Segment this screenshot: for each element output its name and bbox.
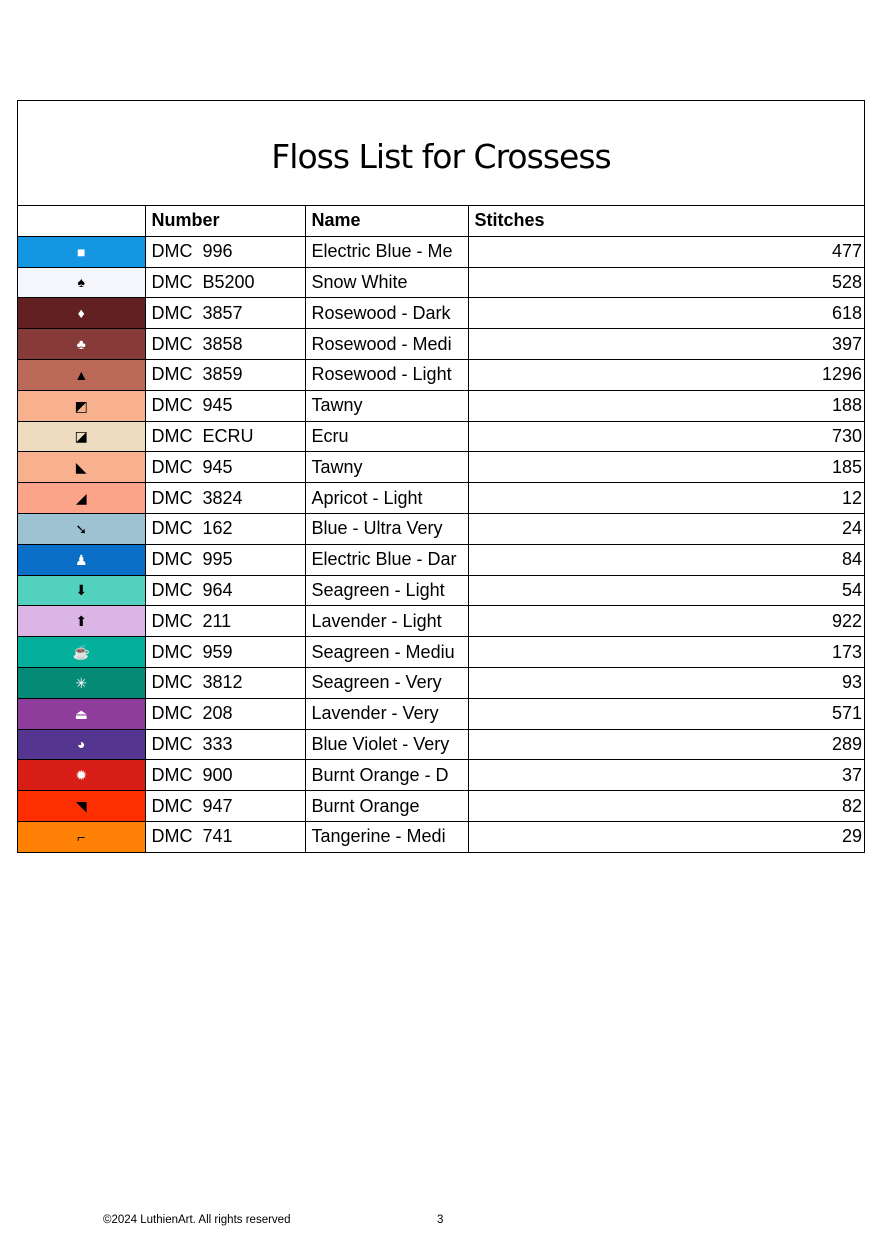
- floss-number: DMC 3858: [145, 329, 305, 360]
- stitch-count: 528: [468, 267, 864, 298]
- table-row: [18, 575, 864, 606]
- floss-name: Tawny: [305, 452, 468, 483]
- stitch-count: 82: [468, 791, 864, 822]
- table-row: [18, 513, 864, 544]
- floss-name: Ecru: [305, 421, 468, 452]
- floss-number: DMC 947: [145, 791, 305, 822]
- floss-number: DMC 3824: [145, 483, 305, 514]
- table-row: [18, 298, 864, 329]
- color-swatch-symbol-icon: ◕: [18, 729, 145, 760]
- floss-number: DMC 3857: [145, 298, 305, 329]
- color-swatch-symbol-icon: ■: [18, 236, 145, 267]
- floss-name: Seagreen - Very: [305, 667, 468, 698]
- floss-name: Seagreen - Mediu: [305, 637, 468, 668]
- table-header-row: [18, 206, 864, 236]
- color-swatch-symbol-icon: ◢: [18, 483, 145, 514]
- stitch-count: 618: [468, 298, 864, 329]
- floss-name: Tangerine - Medi: [305, 821, 468, 851]
- floss-number: DMC 208: [145, 698, 305, 729]
- name-column-header: Name: [305, 206, 468, 236]
- stitch-count: 477: [468, 236, 864, 267]
- table-row: [18, 359, 864, 390]
- title-box: [18, 101, 864, 206]
- footer-page-number: 3: [437, 1214, 444, 1226]
- color-swatch-symbol-icon: ♣: [18, 329, 145, 360]
- table-row: [18, 452, 864, 483]
- stitch-count: 29: [468, 821, 864, 851]
- stitch-count: 93: [468, 667, 864, 698]
- color-swatch-symbol-icon: ➘: [18, 513, 145, 544]
- stitch-count: 571: [468, 698, 864, 729]
- floss-number: DMC 211: [145, 606, 305, 637]
- floss-name: Lavender - Light: [305, 606, 468, 637]
- floss-number: DMC 945: [145, 390, 305, 421]
- color-swatch-symbol-icon: ◣: [18, 452, 145, 483]
- floss-name: Snow White: [305, 267, 468, 298]
- color-swatch-symbol-icon: ♟: [18, 544, 145, 575]
- floss-name: Burnt Orange - D: [305, 760, 468, 791]
- floss-table: [18, 206, 864, 852]
- table-row: [18, 267, 864, 298]
- symbol-column-header: [18, 206, 145, 236]
- floss-number: DMC 959: [145, 637, 305, 668]
- floss-name: Rosewood - Dark: [305, 298, 468, 329]
- table-row: [18, 667, 864, 698]
- table-row: [18, 637, 864, 668]
- table-row: [18, 544, 864, 575]
- table-row: [18, 791, 864, 822]
- color-swatch-symbol-icon: ▲: [18, 359, 145, 390]
- color-swatch-symbol-icon: ♦: [18, 298, 145, 329]
- color-swatch-symbol-icon: ◪: [18, 421, 145, 452]
- stitch-count: 37: [468, 760, 864, 791]
- stitch-count: 24: [468, 513, 864, 544]
- table-row: [18, 606, 864, 637]
- floss-name: Tawny: [305, 390, 468, 421]
- table-row: [18, 390, 864, 421]
- floss-number: DMC 964: [145, 575, 305, 606]
- stitch-count: 54: [468, 575, 864, 606]
- color-swatch-symbol-icon: ✹: [18, 760, 145, 791]
- stitch-count: 185: [468, 452, 864, 483]
- floss-name: Burnt Orange: [305, 791, 468, 822]
- table-row: [18, 329, 864, 360]
- stitch-count: 12: [468, 483, 864, 514]
- stitch-count: 922: [468, 606, 864, 637]
- table-row: [18, 236, 864, 267]
- color-swatch-symbol-icon: ✳: [18, 667, 145, 698]
- floss-number: DMC B5200: [145, 267, 305, 298]
- table-row: [18, 729, 864, 760]
- stitch-count: 84: [468, 544, 864, 575]
- floss-name: Rosewood - Light: [305, 359, 468, 390]
- floss-number: DMC 945: [145, 452, 305, 483]
- floss-number: DMC ECRU: [145, 421, 305, 452]
- stitch-count: 397: [468, 329, 864, 360]
- color-swatch-symbol-icon: ◩: [18, 390, 145, 421]
- floss-name: Electric Blue - Dar: [305, 544, 468, 575]
- floss-name: Rosewood - Medi: [305, 329, 468, 360]
- color-swatch-symbol-icon: ♠: [18, 267, 145, 298]
- stitch-count: 289: [468, 729, 864, 760]
- floss-name: Blue - Ultra Very: [305, 513, 468, 544]
- color-swatch-symbol-icon: ◥: [18, 791, 145, 822]
- floss-number: DMC 162: [145, 513, 305, 544]
- floss-number: DMC 996: [145, 236, 305, 267]
- page-title: Floss List for Crossess: [271, 136, 611, 176]
- floss-number: DMC 900: [145, 760, 305, 791]
- stitch-count: 730: [468, 421, 864, 452]
- color-swatch-symbol-icon: ☕: [18, 637, 145, 668]
- table-row: [18, 821, 864, 851]
- color-swatch-symbol-icon: ⬆: [18, 606, 145, 637]
- number-column-header: Number: [145, 206, 305, 236]
- table-row: [18, 760, 864, 791]
- stitch-count: 173: [468, 637, 864, 668]
- stitch-count: 188: [468, 390, 864, 421]
- table-row: [18, 483, 864, 514]
- footer-copyright: ©2024 LuthienArt. All rights reserved: [103, 1214, 291, 1226]
- floss-number: DMC 995: [145, 544, 305, 575]
- floss-number: DMC 741: [145, 821, 305, 851]
- floss-name: Apricot - Light: [305, 483, 468, 514]
- table-row: [18, 421, 864, 452]
- stitches-column-header: Stitches: [468, 206, 864, 236]
- color-swatch-symbol-icon: ⏏: [18, 698, 145, 729]
- floss-number: DMC 3859: [145, 359, 305, 390]
- floss-name: Lavender - Very: [305, 698, 468, 729]
- floss-name: Seagreen - Light: [305, 575, 468, 606]
- color-swatch-symbol-icon: ⬇: [18, 575, 145, 606]
- color-swatch-symbol-icon: ⌐: [18, 821, 145, 851]
- floss-number: DMC 3812: [145, 667, 305, 698]
- table-row: [18, 698, 864, 729]
- floss-name: Electric Blue - Me: [305, 236, 468, 267]
- floss-number: DMC 333: [145, 729, 305, 760]
- floss-list-sheet: [17, 100, 865, 853]
- stitch-count: 1296: [468, 359, 864, 390]
- floss-name: Blue Violet - Very: [305, 729, 468, 760]
